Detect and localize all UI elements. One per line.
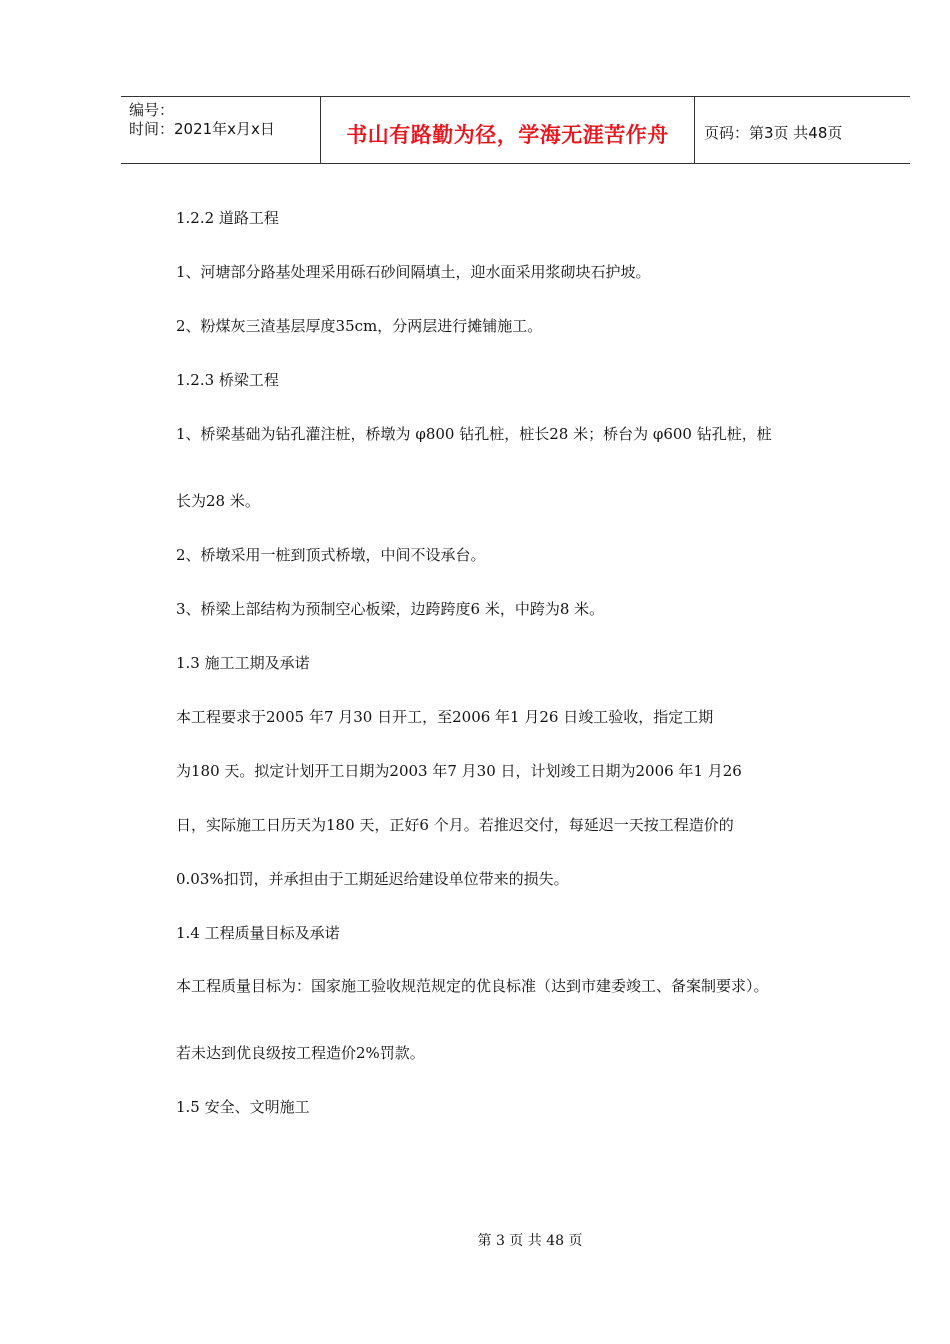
paragraph-line: 0.03%扣罚，并承担由于工期延迟给建设单位带来的损失。 <box>176 870 569 888</box>
document-time-label: 时间：2021年x月x日 <box>129 120 275 138</box>
header-motto-cell <box>321 97 695 163</box>
paragraph-line: 3、桥梁上部结构为预制空心板梁，边跨跨度6 米，中跨为8 米。 <box>176 600 605 618</box>
section-heading-1-5: 1.5 安全、文明施工 <box>176 1098 310 1116</box>
paragraph-line: 本工程质量目标为：国家施工验收规范规定的优良标准（达到市建委竣工、备案制要求）。 <box>176 977 769 995</box>
header-page-cell <box>695 97 910 163</box>
header-motto: 书山有路勤为径，学海无涯苦作舟 <box>346 123 669 147</box>
section-heading-1-2-2: 1.2.2 道路工程 <box>176 209 279 227</box>
header-page-code: 页码：第3页 共48页 <box>704 124 843 142</box>
document-number-label: 编号： <box>129 101 175 119</box>
header-meta-cell <box>121 97 321 163</box>
section-heading-1-4: 1.4 工程质量目标及承诺 <box>176 924 340 942</box>
paragraph-line: 日，实际施工日历天为180 天，正好6 个月。若推迟交付，每延迟一天按工程造价的 <box>176 816 734 834</box>
paragraph-line: 若未达到优良级按工程造价2%罚款。 <box>176 1044 425 1062</box>
paragraph-line: 本工程要求于2005 年7 月30 日开工，至2006 年1 月26 日竣工验收，指定工期 <box>176 708 714 726</box>
section-heading-1-2-3: 1.2.3 桥梁工程 <box>176 371 279 389</box>
paragraph-line: 1、河塘部分路基处理采用砾石砂间隔填土，迎水面采用浆砌块石护坡。 <box>176 263 651 281</box>
paragraph-line: 2、桥墩采用一桩到顶式桥墩，中间不设承台。 <box>176 546 486 564</box>
page-footer: 第 3 页 共 48 页 <box>477 1233 583 1249</box>
document-header <box>121 96 910 164</box>
paragraph-line: 2、粉煤灰三渣基层厚度35cm，分两层进行摊铺施工。 <box>176 317 543 335</box>
paragraph-line: 长为28 米。 <box>176 492 260 510</box>
paragraph-line: 为180 天。拟定计划开工日期为2003 年7 月30 日，计划竣工日期为2006 年1 月26 <box>176 762 742 780</box>
section-heading-1-3: 1.3 施工工期及承诺 <box>176 654 310 672</box>
paragraph-line: 1、桥梁基础为钻孔灌注桩，桥墩为 φ800 钻孔桩，桩长28 米；桥台为 φ600 钻孔桩，桩 <box>176 425 772 443</box>
